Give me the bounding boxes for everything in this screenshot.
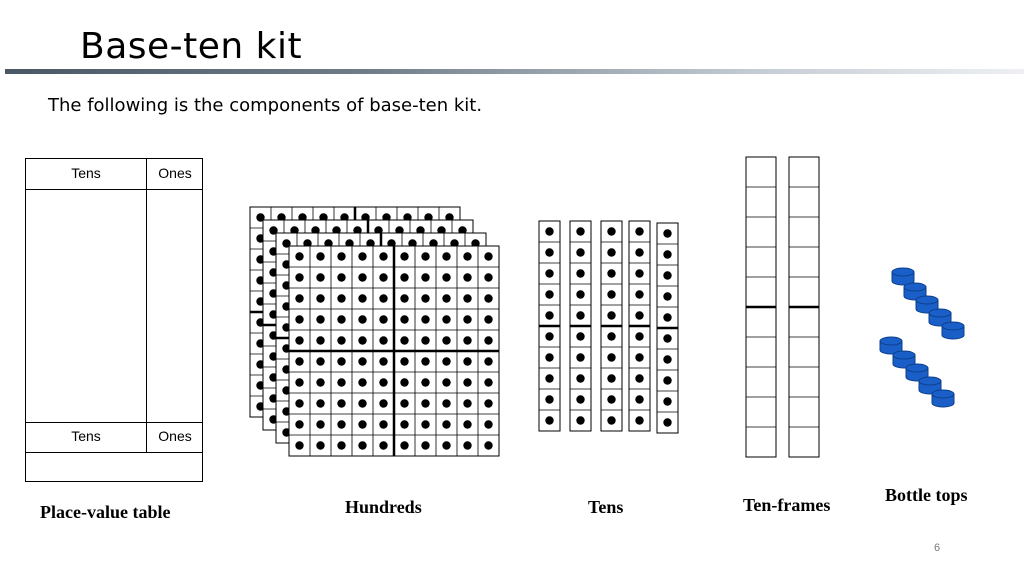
unit-dot: [442, 399, 450, 407]
unit-dot: [295, 252, 303, 260]
table-divider: [26, 422, 202, 423]
hundred-grid: [289, 246, 499, 456]
unit-dot: [484, 399, 492, 407]
unit-dot: [295, 399, 303, 407]
unit-dot: [442, 441, 450, 449]
unit-dot: [316, 399, 324, 407]
unit-dot: [337, 315, 345, 323]
unit-dot: [316, 357, 324, 365]
bottle-top-lid: [916, 296, 938, 304]
unit-dot: [635, 395, 643, 403]
ten-rod: [601, 221, 622, 431]
unit-dot: [635, 416, 643, 424]
unit-dot: [484, 273, 492, 281]
ten-rod: [657, 223, 678, 433]
unit-dot: [576, 248, 584, 256]
bottle-top: [932, 390, 954, 407]
bottle-top-lid: [919, 377, 941, 385]
unit-dot: [337, 357, 345, 365]
unit-dot: [358, 357, 366, 365]
unit-dot: [576, 416, 584, 424]
unit-dot: [400, 273, 408, 281]
unit-dot: [421, 441, 429, 449]
unit-dot: [663, 355, 671, 363]
unit-dot: [663, 250, 671, 258]
unit-dot: [545, 374, 553, 382]
unit-dot: [635, 353, 643, 361]
unit-dot: [400, 336, 408, 344]
unit-dot: [295, 357, 303, 365]
unit-dot: [358, 315, 366, 323]
unit-dot: [463, 357, 471, 365]
unit-dot: [421, 357, 429, 365]
unit-dot: [295, 336, 303, 344]
unit-dot: [607, 311, 615, 319]
unit-dot: [484, 357, 492, 365]
bottle-top: [942, 322, 964, 339]
unit-dot: [545, 227, 553, 235]
unit-dot: [421, 399, 429, 407]
unit-dot: [400, 315, 408, 323]
unit-dot: [607, 332, 615, 340]
slide-subtitle: The following is the components of base-ten kit.: [48, 95, 483, 116]
unit-dot: [463, 441, 471, 449]
unit-dot: [663, 229, 671, 237]
unit-dot: [576, 353, 584, 361]
caption-tens: Tens: [588, 497, 624, 517]
unit-dot: [484, 336, 492, 344]
unit-dot: [337, 378, 345, 386]
bottle-top-lid: [942, 322, 964, 330]
page-number: 6: [934, 542, 941, 554]
unit-dot: [379, 441, 387, 449]
unit-dot: [663, 397, 671, 405]
unit-dot: [442, 252, 450, 260]
unit-dot: [379, 357, 387, 365]
unit-dot: [663, 292, 671, 300]
ten-rod: [539, 221, 560, 431]
unit-dot: [463, 378, 471, 386]
unit-dot: [400, 357, 408, 365]
unit-dot: [316, 420, 324, 428]
unit-dot: [379, 273, 387, 281]
unit-dot: [607, 353, 615, 361]
unit-dot: [635, 248, 643, 256]
unit-dot: [484, 420, 492, 428]
unit-dot: [463, 252, 471, 260]
caption-ten-frames: Ten-frames: [743, 495, 831, 515]
unit-dot: [463, 336, 471, 344]
footer-tens: Tens: [71, 428, 101, 444]
ten-frame: [789, 157, 819, 457]
unit-dot: [484, 315, 492, 323]
unit-dot: [442, 315, 450, 323]
unit-dot: [295, 378, 303, 386]
unit-dot: [576, 269, 584, 277]
unit-dot: [663, 313, 671, 321]
unit-dot: [635, 374, 643, 382]
unit-dot: [607, 374, 615, 382]
unit-dot: [545, 395, 553, 403]
unit-dot: [358, 378, 366, 386]
table-column-divider: [146, 159, 147, 452]
unit-dot: [400, 441, 408, 449]
unit-dot: [421, 294, 429, 302]
unit-dot: [316, 273, 324, 281]
table-divider: [26, 452, 202, 453]
bottle-top-lid: [904, 283, 926, 291]
unit-dot: [576, 395, 584, 403]
unit-dot: [442, 378, 450, 386]
unit-dot: [379, 294, 387, 302]
unit-dot: [358, 273, 366, 281]
unit-dot: [545, 416, 553, 424]
unit-dot: [545, 248, 553, 256]
unit-dot: [607, 416, 615, 424]
unit-dot: [607, 248, 615, 256]
unit-dot: [463, 294, 471, 302]
unit-dot: [442, 294, 450, 302]
unit-dot: [484, 441, 492, 449]
unit-dot: [295, 441, 303, 449]
unit-dot: [316, 294, 324, 302]
unit-dot: [545, 311, 553, 319]
unit-dot: [400, 420, 408, 428]
unit-dot: [358, 294, 366, 302]
unit-dot: [379, 315, 387, 323]
unit-dot: [316, 315, 324, 323]
unit-dot: [337, 399, 345, 407]
unit-dot: [379, 420, 387, 428]
bottle-tops: [870, 262, 980, 412]
unit-dot: [421, 336, 429, 344]
unit-dot: [337, 420, 345, 428]
unit-dot: [442, 357, 450, 365]
unit-dot: [316, 252, 324, 260]
ten-frames: [740, 152, 830, 464]
unit-dot: [316, 441, 324, 449]
unit-dot: [545, 269, 553, 277]
unit-dot: [463, 399, 471, 407]
unit-dot: [635, 290, 643, 298]
unit-dot: [442, 336, 450, 344]
unit-dot: [635, 311, 643, 319]
unit-dot: [635, 332, 643, 340]
unit-dot: [484, 294, 492, 302]
unit-dot: [358, 441, 366, 449]
unit-dot: [358, 420, 366, 428]
bottle-top: [892, 268, 914, 285]
unit-dot: [379, 252, 387, 260]
unit-dot: [545, 353, 553, 361]
unit-dot: [463, 273, 471, 281]
unit-dot: [442, 420, 450, 428]
unit-dot: [379, 378, 387, 386]
unit-dot: [607, 395, 615, 403]
bottle-top-lid: [932, 390, 954, 398]
ten-frame: [746, 157, 776, 457]
unit-dot: [576, 290, 584, 298]
unit-dot: [295, 273, 303, 281]
unit-dot: [545, 332, 553, 340]
unit-dot: [421, 378, 429, 386]
unit-dot: [484, 252, 492, 260]
caption-hundreds: Hundreds: [345, 497, 422, 517]
unit-dot: [607, 227, 615, 235]
unit-dot: [663, 271, 671, 279]
unit-dot: [635, 269, 643, 277]
unit-dot: [358, 252, 366, 260]
unit-dot: [337, 441, 345, 449]
unit-dot: [358, 399, 366, 407]
unit-dot: [400, 378, 408, 386]
unit-dot: [337, 336, 345, 344]
unit-dot: [463, 315, 471, 323]
footer-ones: Ones: [158, 428, 192, 444]
tens-rods: [535, 215, 685, 440]
ten-rod: [629, 221, 650, 431]
unit-dot: [442, 273, 450, 281]
unit-dot: [358, 336, 366, 344]
slide-title: Base-ten kit: [80, 26, 303, 67]
place-value-table: [25, 158, 203, 482]
bottle-top-lid: [893, 351, 915, 359]
unit-dot: [295, 315, 303, 323]
unit-dot: [295, 294, 303, 302]
header-tens: Tens: [71, 165, 101, 181]
unit-dot: [663, 334, 671, 342]
unit-dot: [337, 294, 345, 302]
unit-dot: [463, 420, 471, 428]
unit-dot: [400, 294, 408, 302]
unit-dot: [337, 252, 345, 260]
unit-dot: [663, 418, 671, 426]
bottle-top-lid: [906, 364, 928, 372]
unit-dot: [316, 336, 324, 344]
unit-dot: [337, 273, 345, 281]
unit-dot: [295, 420, 303, 428]
unit-dot: [576, 311, 584, 319]
unit-dot: [607, 290, 615, 298]
unit-dot: [379, 336, 387, 344]
bottle-top-lid: [929, 309, 951, 317]
unit-dot: [421, 252, 429, 260]
header-ones: Ones: [158, 165, 192, 181]
table-divider: [26, 189, 202, 190]
unit-dot: [421, 315, 429, 323]
hundreds-grids: [245, 200, 510, 465]
unit-dot: [663, 376, 671, 384]
unit-dot: [316, 378, 324, 386]
unit-dot: [484, 378, 492, 386]
ten-rod: [570, 221, 591, 431]
unit-dot: [635, 227, 643, 235]
unit-dot: [576, 332, 584, 340]
unit-dot: [400, 252, 408, 260]
unit-dot: [421, 273, 429, 281]
unit-dot: [400, 399, 408, 407]
unit-dot: [379, 399, 387, 407]
caption-bottle-tops: Bottle tops: [885, 485, 968, 505]
bottle-top-lid: [892, 268, 914, 276]
unit-dot: [576, 227, 584, 235]
title-underline-bar: [5, 69, 1024, 74]
unit-dot: [607, 269, 615, 277]
unit-dot: [421, 420, 429, 428]
bottle-top-lid: [880, 337, 902, 345]
unit-dot: [576, 374, 584, 382]
unit-dot: [545, 290, 553, 298]
caption-place-value-table: Place-value table: [40, 502, 171, 522]
